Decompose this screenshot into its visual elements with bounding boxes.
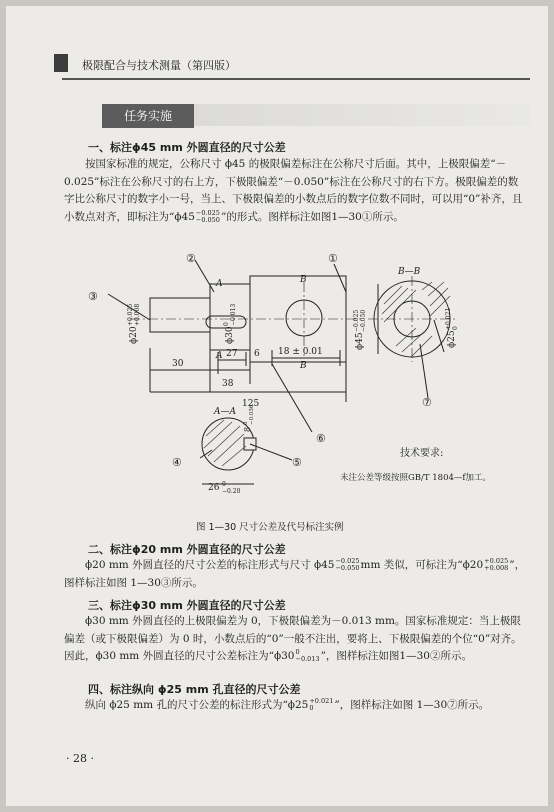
section1-heading: 一、标注ϕ45 mm 外圆直径的尺寸公差 [88, 141, 286, 154]
dim-26-up: 0 [222, 481, 226, 488]
dim-8: 8 [243, 426, 252, 432]
dim-26-low: −0.20 [222, 488, 241, 495]
callout-5: ⑤ [292, 456, 302, 469]
section2-heading: 二、标注ϕ20 mm 外圆直径的尺寸公差 [88, 543, 286, 556]
dim-6: 6 [254, 349, 260, 359]
callout-3: ③ [88, 290, 98, 303]
dim-phi45-up: −0.025 [353, 309, 360, 332]
label-aa: A—A [214, 407, 236, 417]
dim-phi30: ϕ30 [225, 326, 235, 344]
dim-30: 30 [172, 359, 184, 369]
corner-mark [54, 54, 68, 72]
task-badge: 任务实施 [102, 104, 194, 128]
callout-6: ⑥ [316, 432, 326, 445]
dim-phi45-low: −0.050 [360, 309, 367, 332]
dim-phi25: ϕ25 [447, 330, 457, 348]
dim-phi45: ϕ45 [355, 332, 365, 350]
dim-phi20-up: +0.025 [127, 303, 134, 326]
callout-2: ② [186, 252, 196, 265]
label-bb: B—B [398, 267, 421, 277]
header-rule [62, 78, 530, 80]
tech-req-text: 未注公差等级按照GB/T 1804—f加工。 [340, 473, 492, 483]
tolerance-fraction: −0.025 −0.050 [195, 208, 220, 224]
section4-paragraph: 纵向 ϕ25 mm 孔的尺寸公差的标注形式为“ϕ25 +0.021 0 ”，图样标注如图 1—30⑦所示。 [85, 697, 490, 712]
section3-paragraph: ϕ30 mm 外圆直径的上极限偏差为 0，下极限偏差为－0.013 mm。国家标准规定：当上极限偏差（或下极限偏差）为 0 时，小数点后的“0”一般不注出，要将上、下极限偏差的个位“0”对齐。因此，ϕ30 mm 外圆直径的尺寸公差标注为“ϕ30 0 −0.013 ”，图样标注如图1—30②所示。 [64, 615, 522, 663]
label-b-bottom: B [300, 361, 307, 371]
section1-paragraph: 按国家标准的规定，公称尺寸 ϕ45 的极限偏差标注在公称尺寸后面。其中，上极限偏差“－0.025”标注在公称尺寸的右上方，下极限偏差“－0.050”标注在公称尺寸的右下方。极限偏差的数字比公称尺寸的数字小一号，当上、下极限偏差的小数点后的数字位数不同时，可以用“0”补齐，且小数点对齐，即标注为“ϕ45 −0.025 −0.050 ”的形式。图样标注如图1—30①所示。 [64, 158, 523, 224]
label-a-bottom: A [216, 351, 223, 361]
section3-heading: 三、标注ϕ30 mm 外圆直径的尺寸公差 [88, 599, 286, 612]
dim-phi20: ϕ20 [129, 326, 139, 344]
dim-8-low: −0.036 [249, 404, 255, 425]
tech-req-title: 技术要求: [400, 448, 444, 459]
dim-phi25-up: +0.021 [445, 307, 452, 330]
figure-1-30 [72, 252, 522, 514]
dim-125: 125 [242, 399, 260, 409]
dim-phi30-up: 0 [223, 322, 230, 326]
shaft-section-phi20 [150, 298, 210, 332]
callout-7: ⑦ [422, 396, 432, 409]
section2-paragraph: ϕ20 mm 外圆直径的尺寸公差的标注形式与尺寸 ϕ45 −0.025 −0.050 mm 类似，可标注为“ϕ20 +0.025 +0.008 ”，图样标注如图 1—30③所示。 [64, 557, 526, 589]
section4-heading: 四、标注纵向 ϕ25 mm 孔直径的尺寸公差 [88, 683, 301, 696]
dim-8-up: 0 [243, 421, 249, 425]
dim-27: 27 [226, 349, 238, 359]
dim-26: 26 [208, 483, 220, 493]
label-a-top: A [216, 279, 223, 289]
dim-phi20-low: +0.008 [134, 303, 141, 326]
callout-4: ④ [172, 456, 182, 469]
running-header: 极限配合与技术测量（第四版） [82, 59, 236, 72]
dim-18: 18 ± 0.01 [278, 347, 323, 357]
callout-1: ① [328, 252, 338, 265]
label-b-top: B [300, 275, 307, 285]
dim-phi25-low: 0 [452, 326, 459, 330]
figure-caption: 图 1—30 尺寸公差及代号标注实例 [196, 522, 344, 533]
page-number: · 28 · [66, 752, 94, 765]
dim-38: 38 [222, 379, 234, 389]
dim-phi30-low: −0.013 [230, 303, 237, 326]
